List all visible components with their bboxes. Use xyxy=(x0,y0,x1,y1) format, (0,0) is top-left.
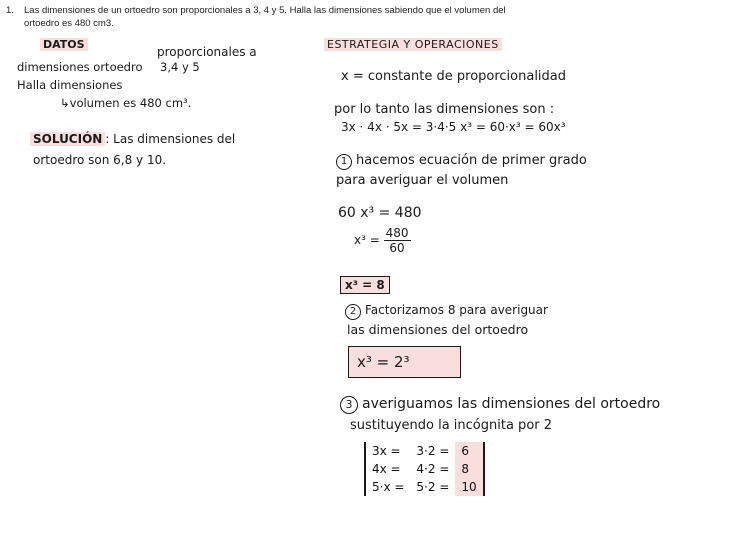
step-1 xyxy=(336,153,587,170)
datos-proporciones-values: 3,4 y 5 xyxy=(160,60,200,74)
datos-volumen: ↳volumen es 480 cm³. xyxy=(60,96,192,110)
equation-2-lhs: x³ = xyxy=(354,233,380,247)
step-3 xyxy=(340,396,660,414)
problem-number: 1. xyxy=(6,5,14,16)
step-3-line-1: averiguamos las dimensiones del ortoedro xyxy=(362,396,661,412)
datos-proporcionales: proporcionales a xyxy=(157,45,257,59)
product-line: 3x · 4x · 5x = 3·4·5 x³ = 60·x³ = 60x³ xyxy=(341,120,566,134)
step-3-line-2: sustituyendo la incógnita por 2 xyxy=(350,418,553,433)
table-calc: 4·2 = xyxy=(416,462,450,476)
problem-line-2: ortoedro es 480 cm3. xyxy=(24,18,114,29)
dimensions-table xyxy=(364,442,485,496)
table-expr: 4x = xyxy=(372,462,401,476)
solucion-text-2: ortoedro son 6,8 y 10. xyxy=(33,153,167,167)
step-1-line-2: para averiguar el volumen xyxy=(336,173,509,188)
table-expr: 3x = xyxy=(372,444,401,458)
step-2-number: 2 xyxy=(345,304,361,320)
solucion xyxy=(30,132,235,146)
table-row xyxy=(365,460,484,478)
solucion-text-1: : Las dimensiones del xyxy=(105,132,236,146)
datos-dimensiones-label: dimensiones ortoedro xyxy=(17,60,143,74)
table-row xyxy=(365,442,484,460)
table-result: 10 xyxy=(455,478,483,496)
table-calc: 5·2 = xyxy=(416,480,450,494)
constante-line: x = constante de proporcionalidad xyxy=(341,69,567,84)
equation-2-numerator: 480 xyxy=(385,226,409,240)
por-lo-tanto-line: por lo tanto las dimensiones son : xyxy=(334,102,555,117)
table-result: 8 xyxy=(455,460,483,478)
step-1-number: 1 xyxy=(336,154,352,170)
result-1: x³ = 8 xyxy=(340,276,390,294)
solucion-label: SOLUCIÓN xyxy=(30,132,105,146)
equation-1: 60 x³ = 480 xyxy=(338,205,422,221)
equation-2-denominator: 60 xyxy=(389,241,405,255)
equation-2-fraction xyxy=(384,226,411,255)
problem-line-1: Las dimensiones de un ortoedro son proporcionales a 3, 4 y 5. Halla las dimensiones sabiendo que el volumen del xyxy=(24,5,506,16)
table-row xyxy=(365,478,484,496)
table-result: 6 xyxy=(455,442,483,460)
step-2 xyxy=(345,303,548,320)
estrategia-title: ESTRATEGIA Y OPERACIONES xyxy=(324,38,502,51)
result-2: x³ = 2³ xyxy=(348,346,461,378)
step-3-number: 3 xyxy=(340,396,358,414)
step-1-line-1: hacemos ecuación de primer grado xyxy=(356,153,587,168)
step-2-line-2: las dimensiones del ortoedro xyxy=(347,322,529,337)
equation-2 xyxy=(354,226,411,255)
step-2-line-1: Factorizamos 8 para averiguar xyxy=(365,303,548,317)
table-expr: 5·x = xyxy=(372,480,405,494)
table-calc: 3·2 = xyxy=(416,444,450,458)
datos-title: DATOS xyxy=(40,38,88,51)
datos-halla: Halla dimensiones xyxy=(17,78,123,92)
